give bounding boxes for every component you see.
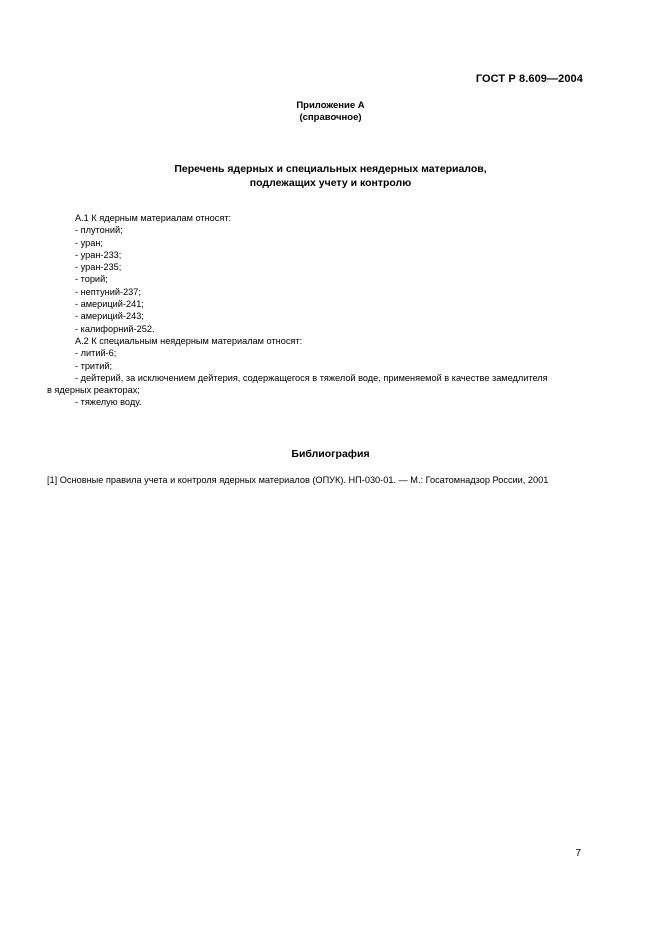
list-item: - уран-235; [75,262,122,273]
list-item-deuterium: - дейтерий, за исключением дейтерия, содержащегося в тяжелой воде, применяемой в качестве замедлителя [75,372,548,383]
list-item: - америций-243; [75,311,144,322]
list-item: - калифорний-252. [75,323,155,334]
list-item: - америций-241; [75,299,144,310]
list-item: - уран; [75,237,103,248]
list-item: - тритий; [75,360,113,371]
list-title-line-1: Перечень ядерных и специальных неядерных материалов, [174,163,487,175]
document-code: ГОСТ Р 8.609—2004 [475,73,583,85]
list-item: - уран-233; [75,249,122,260]
list-title [0,162,661,190]
list-item: - плутоний; [75,225,123,236]
page-number: 7 [575,848,581,859]
list-item-deuterium-continuation: в ядерных реакторах; [47,385,140,396]
list-title-line-2: подлежащих учету и контролю [249,177,412,189]
appendix-subtitle: (справочное) [299,112,362,123]
appendix-title: Приложение А [296,100,365,111]
list-item: - тяжелую воду. [75,397,142,408]
bibliography-entry: [1] Основные правила учета и контроля ядерных материалов (ОПУК). НП-030-01. — М.: Госатомнадзор России, 2001 [47,475,549,485]
list-item: - нептуний-237; [75,286,141,297]
materials-list [47,212,587,409]
appendix-heading [0,100,661,124]
section-a2-heading: А.2 К специальным неядерным материалам относят: [75,335,303,346]
list-item: - торий; [75,274,108,285]
list-item: - литий-6; [75,348,117,359]
bibliography-title: Библиография [291,448,370,460]
section-a1-heading: А.1 К ядерным материалам относят: [75,213,232,223]
